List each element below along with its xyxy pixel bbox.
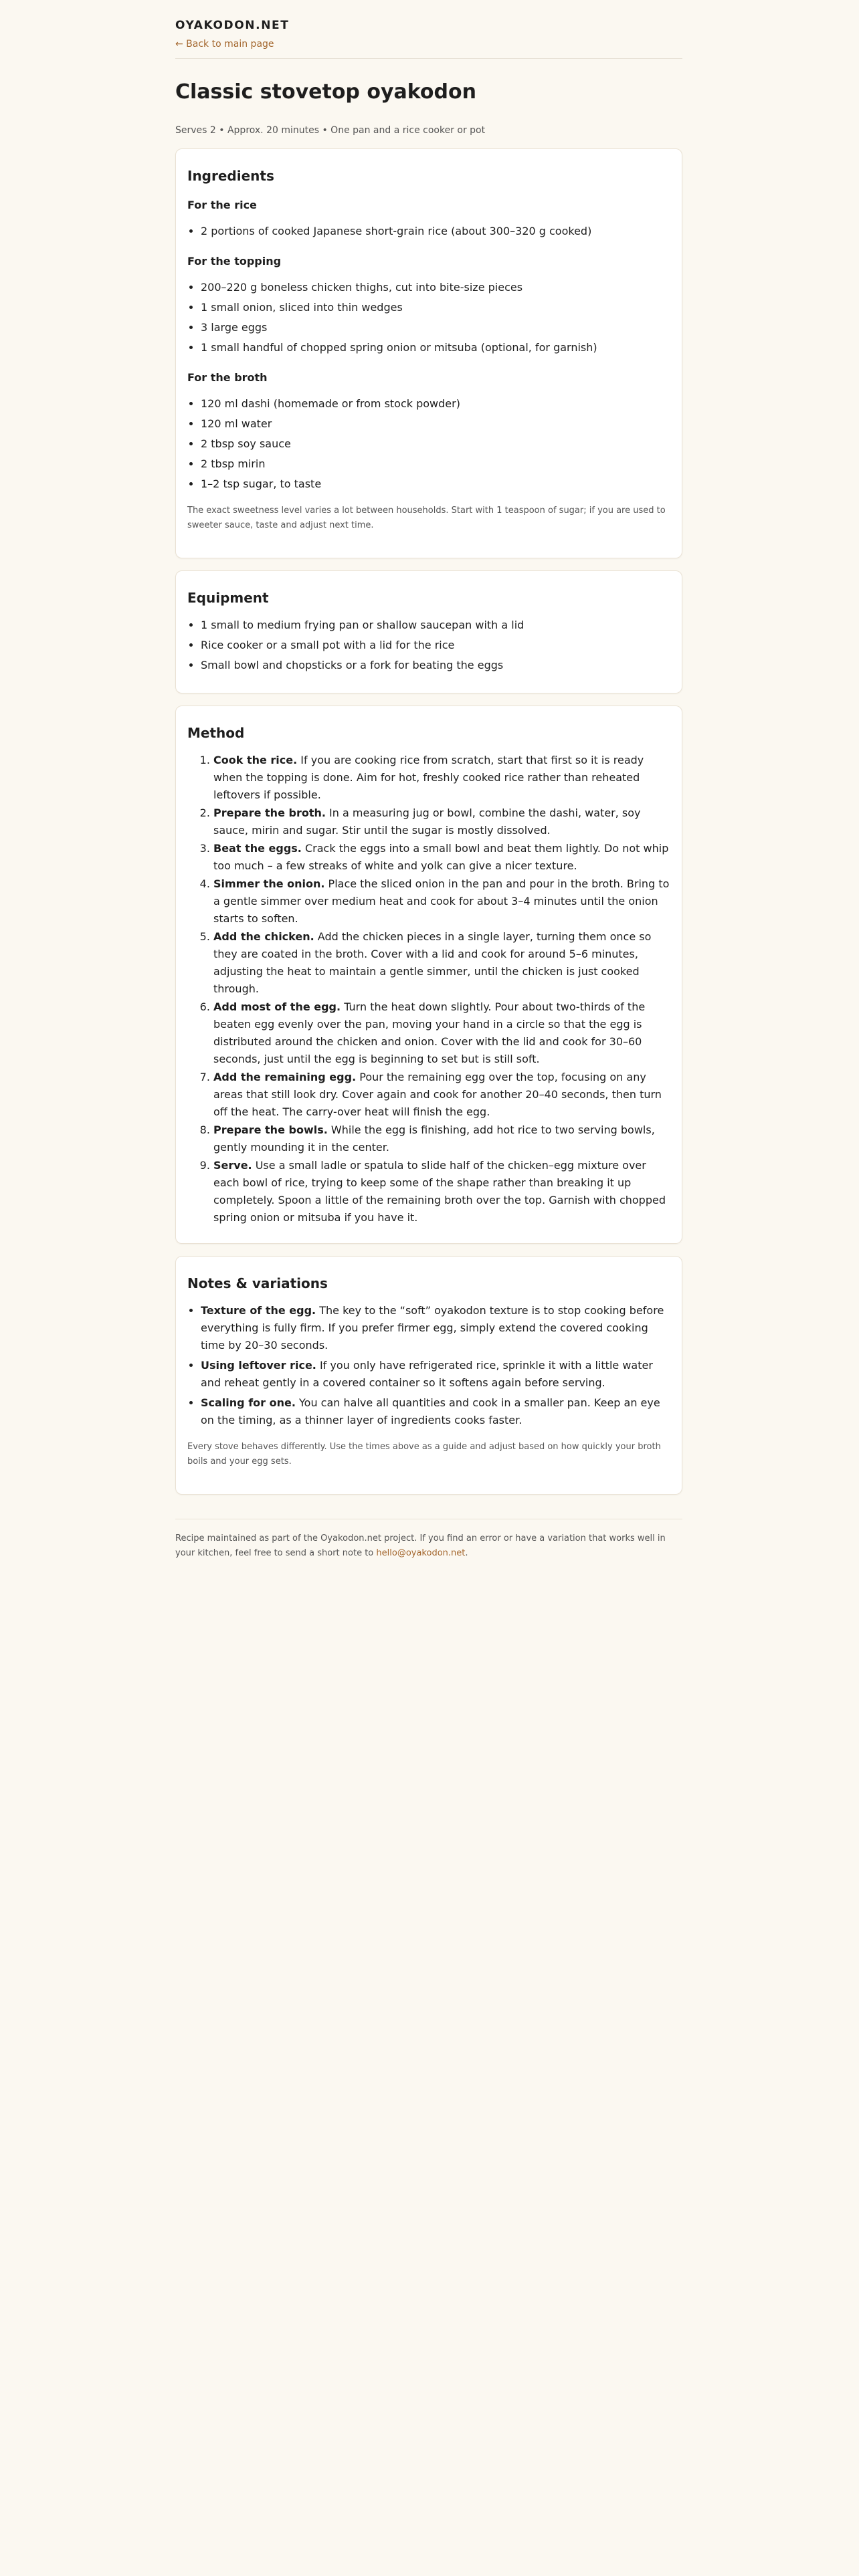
note-text: The key to the “soft” oyakodon texture is to stop cooking before everything is fully firm. If you prefer firmer egg, simply extend the covered cooking time by 20–30 seconds. (201, 1304, 664, 1352)
step-text: Crack the eggs into a small bowl and beat them lightly. Do not whip too much – a few streaks of white and yolk can give a nicer texture. (213, 842, 669, 872)
method-step (213, 1069, 670, 1121)
method-card (175, 706, 682, 1244)
page-footer (175, 1519, 682, 1561)
method-heading: Method (187, 725, 245, 741)
list-item: • 120 ml water (201, 415, 670, 433)
recipe-meta: Serves 2 • Approx. 20 minutes • One pan and a rice cooker or pot (175, 125, 486, 136)
method-step (213, 840, 670, 875)
step-title: Simmer the onion. (213, 877, 325, 890)
method-step (213, 875, 670, 928)
method-steps (187, 752, 670, 1226)
list-item: • 1 small handful of chopped spring onion or mitsuba (optional, for garnish) (201, 339, 670, 356)
list-item: • 3 large eggs (201, 319, 670, 336)
step-text: In a measuring jug or bowl, combine the dashi, water, soy sauce, mirin and sugar. Stir until the sugar is mostly dissolved. (213, 807, 641, 837)
method-step (213, 1121, 670, 1156)
step-text: If you are cooking rice from scratch, start that first so it is ready when the topping is done. Aim for hot, freshly cooked rice rather than reheated leftovers if possible. (213, 754, 644, 801)
method-step (213, 928, 670, 998)
note-title: Using leftover rice. (201, 1359, 316, 1372)
page-title: Classic stovetop oyakodon (175, 80, 476, 104)
footer-end: . (465, 1548, 468, 1558)
step-text: Turn the heat down slightly. Pour about two-thirds of the beaten egg evenly over the pan, moving your hand in a circle so that the egg is distributed around the chicken and onion. Cover with the lid and cook for 30–60 seconds, just until the egg is beginning to set but is still soft. (213, 1000, 646, 1065)
ingredient-list-broth (187, 395, 670, 493)
site-name: OYAKODON.NET (175, 19, 290, 32)
notes-heading: Notes & variations (187, 1275, 328, 1291)
equipment-heading: Equipment (187, 590, 269, 606)
list-item: • 1–2 tsp sugar, to taste (201, 475, 670, 493)
step-title: Prepare the bowls. (213, 1123, 328, 1136)
step-title: Prepare the broth. (213, 807, 326, 819)
note-title: Scaling for one. (201, 1396, 296, 1409)
step-title: Beat the eggs. (213, 842, 302, 855)
note-item (201, 1394, 670, 1429)
list-item: • 2 portions of cooked Japanese short-grain rice (about 300–320 g cooked) (201, 223, 670, 240)
list-item: • 2 tbsp soy sauce (201, 435, 670, 453)
ingredients-heading: Ingredients (187, 168, 274, 184)
note-text: If you only have refrigerated rice, sprinkle it with a little water and reheat gently in a covered container so it softens again before serving. (201, 1359, 653, 1389)
method-step (213, 804, 670, 839)
footer-text: Recipe maintained as part of the Oyakodon.net project. If you find an error or have a variation that works well in your kitchen, feel free to send a short note to (175, 1533, 666, 1558)
list-item: • 120 ml dashi (homemade or from stock powder) (201, 395, 670, 413)
equipment-card (175, 570, 682, 693)
note-item (201, 1302, 670, 1354)
step-title: Add most of the egg. (213, 1000, 341, 1013)
method-step (213, 752, 670, 804)
list-item: • Small bowl and chopsticks or a fork for beating the eggs (201, 657, 670, 674)
ingredient-group-heading-broth: For the broth (187, 371, 268, 384)
ingredient-list-rice (187, 223, 670, 240)
step-title: Add the remaining egg. (213, 1071, 357, 1083)
list-item: • 1 small to medium frying pan or shallow saucepan with a lid (201, 617, 670, 634)
step-text: Add the chicken pieces in a single layer, turning them once so they are coated in the broth. Cover with a lid and cook for around 5–6 minutes, adjusting the heat to maintain a gentle simmer, until the chicken is just cooked through. (213, 930, 652, 995)
notes-list (187, 1302, 670, 1429)
step-title: Serve. (213, 1159, 252, 1172)
method-step (213, 1157, 670, 1226)
contact-email-link[interactable]: hello@oyakodon.net (376, 1548, 466, 1558)
ingredient-group-heading-topping: For the topping (187, 255, 282, 267)
equipment-list (187, 617, 670, 674)
ingredients-card (175, 148, 682, 558)
page-container (175, 0, 682, 1561)
step-text: Use a small ladle or spatula to slide half of the chicken–egg mixture over each bowl of rice, trying to keep some of the shape rather than breaking it up completely. Spoon a little of the remaining broth over the top. Garnish with chopped spring onion or mitsuba if you have it. (213, 1159, 666, 1224)
notes-footnote: Every stove behaves differently. Use the times above as a guide and adjust based on how quickly your broth boils and your egg sets. (187, 1442, 661, 1467)
step-text: Pour the remaining egg over the top, focusing on any areas that still look dry. Cover again and cook for another 20–40 seconds, then turn off the heat. The carry-over heat will finish the egg. (213, 1071, 662, 1118)
step-text: Place the sliced onion in the pan and pour in the broth. Bring to a gentle simmer over medium heat and cook for about 3–4 minutes until the onion starts to soften. (213, 877, 670, 925)
list-item: • 200–220 g boneless chicken thighs, cut into bite-size pieces (201, 279, 670, 296)
step-title: Add the chicken. (213, 930, 314, 943)
note-title: Texture of the egg. (201, 1304, 316, 1317)
ingredient-list-topping (187, 279, 670, 356)
ingredient-group-heading-rice: For the rice (187, 199, 257, 211)
step-text: While the egg is finishing, add hot rice to two serving bowls, gently mounding it in the center. (213, 1123, 655, 1154)
method-step (213, 998, 670, 1068)
back-to-main-link[interactable]: ← Back to main page (175, 39, 274, 49)
ingredients-note: The exact sweetness level varies a lot between households. Start with 1 teaspoon of sugar; if you are used to sweeter sauce, taste and adjust next time. (187, 506, 666, 530)
site-header (175, 19, 682, 59)
step-title: Cook the rice. (213, 754, 298, 766)
list-item: • Rice cooker or a small pot with a lid for the rice (201, 637, 670, 654)
list-item: • 2 tbsp mirin (201, 455, 670, 473)
note-item (201, 1357, 670, 1392)
notes-card (175, 1256, 682, 1495)
list-item: • 1 small onion, sliced into thin wedges (201, 299, 670, 316)
note-text: You can halve all quantities and cook in a smaller pan. Keep an eye on the timing, as a thinner layer of ingredients cooks faster. (201, 1396, 660, 1426)
